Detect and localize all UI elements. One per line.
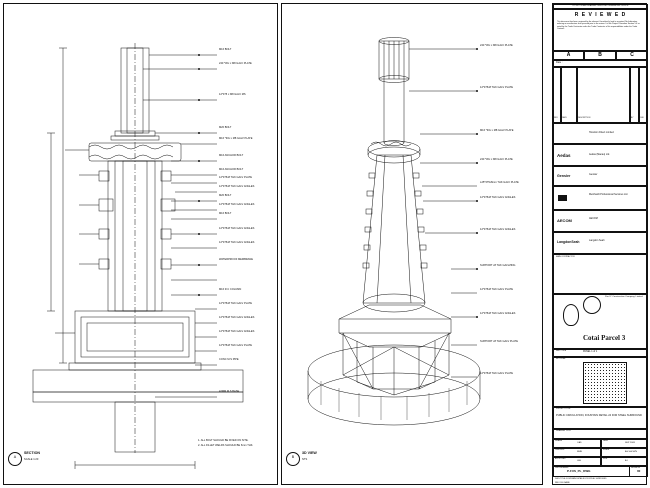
annotation-label: 12*375x8 THK GALV ANGLES <box>219 185 255 188</box>
revision-header-chk: CHK <box>640 117 644 119</box>
annotation-label: 12*375x8 THK GALV PLATE <box>480 288 514 291</box>
annotation-label: 12*375x8 THK GALV ANGLES <box>219 241 255 244</box>
section-view-title: SECTION <box>24 451 40 455</box>
consultant-name: Meinhardt Professional Services Ltd. <box>589 193 628 196</box>
revision-col-date <box>561 67 577 123</box>
review-stamp-body: This document has been reviewed by the relevant Consultant(s) and is accepted. No fabrication, ordering or manufacture shall proceed prior to the review. It is the Project Procedure Section 5.4 as noted by the Trade Contractor under the Trade Contractor of his responsibilities under the Trade Contract. <box>557 21 640 31</box>
section-view-callout-letter: A <box>13 455 17 459</box>
annotation-label: 240 *30x x M8 GALV PLATE <box>219 62 252 65</box>
annotation-label: M16 ANCHOR BOLT <box>219 154 244 157</box>
revision-col-chk <box>639 67 648 123</box>
annotation-label: 12*375x8 THK GALV ANGLES <box>219 227 255 230</box>
field-label: APPROVED <box>555 458 566 460</box>
annotation-label: 12*375x8 THK GALV ANGLES <box>480 196 516 199</box>
field-value: CAD <box>577 442 582 444</box>
3d-view-callout-letter: B <box>291 455 295 459</box>
footer-left: DWG TITLE: FOUNTAIN DETAILS FOR STEEL SURROUND <box>555 478 607 480</box>
mep-logo-mark <box>558 195 567 201</box>
consultant-name: Gensler <box>589 173 598 176</box>
annotation-label: 12*375x8 THK GALV ANGLES <box>480 228 516 231</box>
date-label: Date : <box>556 61 563 64</box>
title-block <box>552 3 647 485</box>
3d-view-drawing <box>281 3 543 485</box>
field-value: AS SHOWN <box>625 451 637 453</box>
dwg-rev-label: REVISION <box>631 467 641 469</box>
revision-col-desc <box>577 67 630 123</box>
sheet-ref-label: REF. CODE <box>556 350 567 352</box>
contractor-label: MAIN CONTRACTOR <box>556 256 575 258</box>
dwg-rev-value: 00 <box>637 469 641 473</box>
annotation-label: CONC M.S PIPE <box>219 358 239 361</box>
annotation-label: 12*375x8 THK GALV PLATE <box>219 176 253 179</box>
annotation-label: SUPPORT x8 THK GALV PLATE <box>480 340 518 343</box>
annotation-label: M16 R.C COLUMN <box>219 288 242 291</box>
annotation-label: 12*375x8 THK GALV ANGLES <box>480 312 516 315</box>
annotation-label: 12*375x8 THK GALV ANGLES <box>219 316 255 319</box>
drawing-title-label: DRAWING TITLE <box>556 430 571 432</box>
revision-header-rev: REV <box>554 117 558 119</box>
annotation-label: M16 BOLT <box>219 212 232 215</box>
revision-header-desc: DESCRIPTION <box>578 117 591 119</box>
field-value: RMB <box>577 451 582 453</box>
consultant-name: Langdon Seah <box>589 239 605 242</box>
footer-right: REF. FILE NAME <box>555 482 570 484</box>
project-title-row <box>553 407 648 429</box>
project-title-label: PROJECT TITLE <box>556 408 571 410</box>
annotation-label: 12*375x8 THK GALV ANGLES <box>219 203 255 206</box>
date-row <box>553 60 648 67</box>
contractor-row <box>553 254 648 294</box>
abc-label-c: C <box>630 52 634 58</box>
interior-logo: Gensler <box>557 174 571 178</box>
field-label: SIZE <box>603 458 608 460</box>
annotation-label: WATERPROOF MEMBRANE <box>219 258 254 261</box>
annotation-label: SUPPORT x8 THK GALVZING <box>480 264 516 267</box>
abc-label-b: B <box>598 52 602 58</box>
key-plan-graphic <box>583 362 627 404</box>
field-label: SCALE <box>603 449 610 451</box>
annotation-label: M20 BOLT <box>219 194 232 197</box>
contractor-name: Paul Y. Construction Company, Limited <box>605 296 643 298</box>
field-label: DATE <box>603 440 608 442</box>
3d-view-title: 3D VIEW <box>302 451 317 455</box>
consultant-row <box>553 186 648 210</box>
field-value: SEP 2009 <box>625 442 635 444</box>
field-label: CHECKED <box>555 449 565 451</box>
field-label: DRAWN <box>555 440 563 442</box>
consultant-name: Aedas (Macau) Ltd. <box>589 153 610 156</box>
sheet-ref-row <box>553 349 648 357</box>
dwg-number-value: P-FUS_PL_DWG <box>567 469 591 473</box>
annotation-label: L25*375x8mm THK GALV PLATE <box>480 181 519 184</box>
revision-header-by: BY <box>631 117 634 119</box>
section-view-scale: SCALE 1:20 <box>24 458 39 461</box>
annotation-label: 12*375x8 THK GALV PLATE <box>480 372 514 375</box>
annotation-label: 12*375x8 THK GALV ANGLES <box>219 330 255 333</box>
annotation-label: 42MM M.S BASE <box>219 390 240 393</box>
annotation-label: M16 *30x x M8 GALV PLATE <box>219 137 253 140</box>
annotation-label: M16 ANCHOR BOLT <box>219 168 244 171</box>
annotation-label: 12*375x8 THK GALV PLATE <box>219 344 253 347</box>
annotation-label: 12*375x8 THK GALV PLATE <box>219 302 253 305</box>
field-value: A1 <box>625 460 628 462</box>
revision-col-rev <box>553 67 561 123</box>
abc-label-a: A <box>566 52 571 58</box>
annotation-label: M20 BOLT <box>219 126 232 129</box>
annotation-label: 240 *30x x M8 GALV PLATE <box>480 158 513 161</box>
revision-header-date: DATE <box>562 117 567 119</box>
stamp-header-text: DO NOT SCALE DRAWING. VERIFY ALL DIMENSIONS ON SITE <box>572 5 629 7</box>
project-logo-text: Cotai Parcel 3 <box>583 334 626 342</box>
dwg-number-label: DWG NUMBER <box>555 467 569 469</box>
field-value: LEE <box>577 460 582 462</box>
3d-view-scale: NTS <box>302 458 308 461</box>
project-logo-mark <box>563 304 579 326</box>
review-stamp-title: R E V I E W E D <box>574 12 627 18</box>
annotation-label: M16 *30x x M8 GALV PLATE <box>480 129 514 132</box>
structural-logo: AECOM <box>557 218 572 223</box>
project-title-value: PUBLIC CIRCULATION, FOUNTAIN DETAIL 24 FOR STEEL SURROUND <box>556 414 642 417</box>
architect-logo: Aedas <box>557 153 571 158</box>
consultant-name: Hooxtion Direct Limited <box>589 131 614 134</box>
qs-logo: LangdonSeah <box>557 240 580 244</box>
annotation-label: M16 BOLT <box>219 48 232 51</box>
annotation-label: 12*375 x M8 GALV MS <box>219 93 246 96</box>
annotation-label: 240 *30x x M8 GALV PLATE <box>480 44 513 47</box>
annotation-label: 12*375x8 THK GALV PLATE <box>480 86 514 89</box>
consultant-name: AECOM <box>589 217 598 220</box>
sheet-ref-value: PANEL 1 of 1 <box>583 350 598 353</box>
note-line: 1. ALL BOLT SHOULD BE FIXED ON SITE. <box>198 439 249 442</box>
note-line: 2. ALL FILLET WELDS SHOULD BE 6mm THK. <box>198 444 254 447</box>
revision-col-by <box>630 67 639 123</box>
key-plan-label: KEY PLAN <box>556 358 566 360</box>
